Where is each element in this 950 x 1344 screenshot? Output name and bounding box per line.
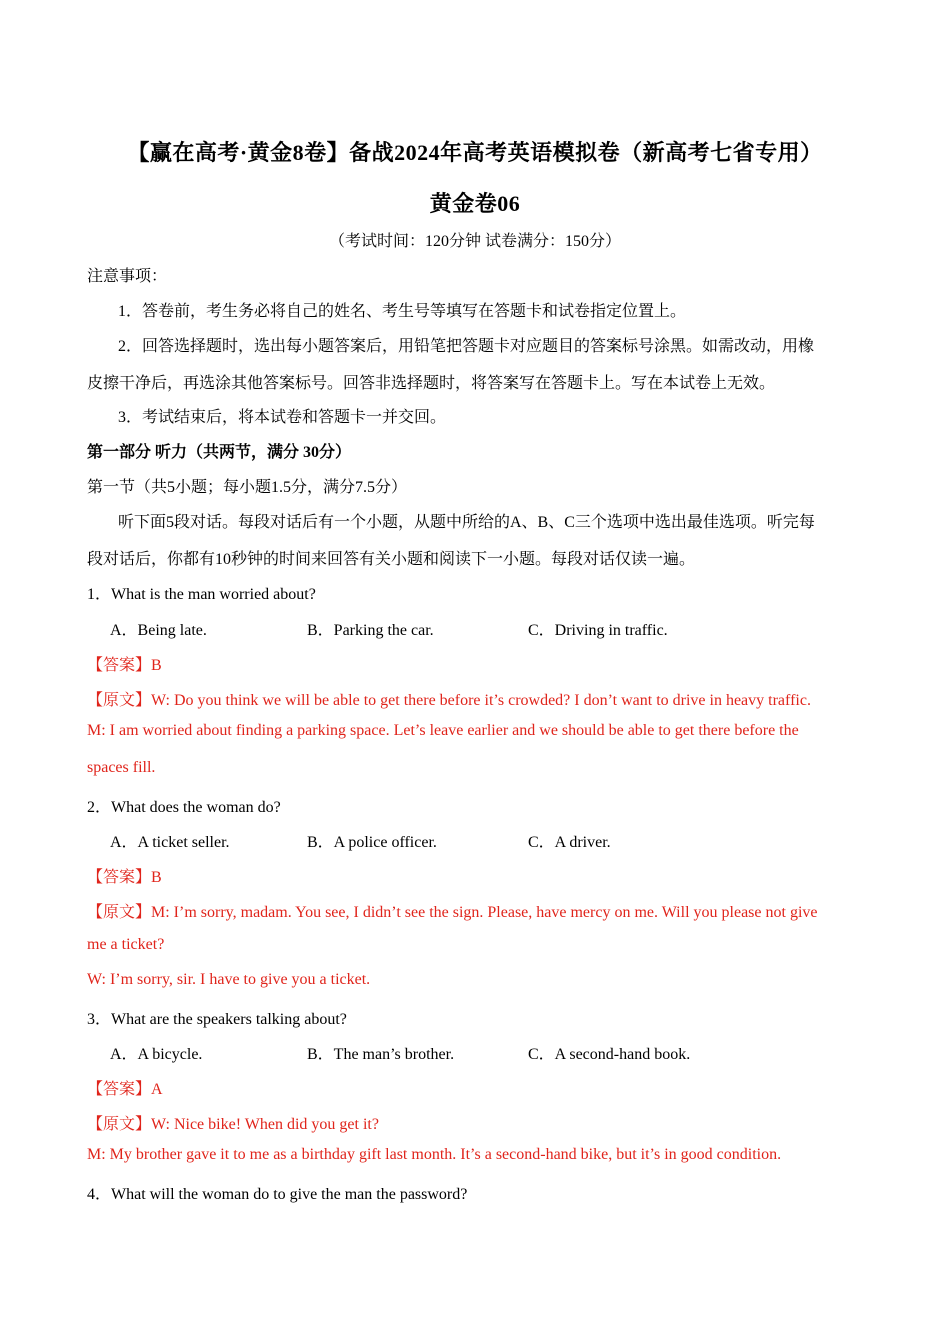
part1-heading: 第一部分 听力（共两节，满分 30分） (87, 444, 352, 461)
notice-item-2-line-1: 2．回答选择题时，选出每小题答案后，用铅笔把答题卡对应题目的答案标号涂黑。如需改动，用橡 (118, 338, 815, 355)
question-4-stem: 4．What will the woman do to give the man the password? (87, 1186, 468, 1203)
notice-item-3: 3．考试结束后，将本试卷和答题卡一并交回。 (118, 409, 447, 426)
notice-item-2-line-2: 皮擦干净后，再选涂其他答案标号。回答非选择题时，将答案写在答题卡上。写在本试卷上无效。 (87, 375, 776, 392)
question-1-script-line-1: 【原文】W: Do you think we will be able to get there before it’s crowded? I don’t want to drive in heavy traffic. (87, 692, 811, 709)
question-3-option-b: B．The man’s brother. (307, 1046, 455, 1063)
question-1-script-line-2: M: I am worried about finding a parking space. Let’s leave earlier and we should be able to get there before the (87, 722, 799, 739)
instructions-line-1: 听下面5段对话。每段对话后有一个小题，从题中所给的A、B、C三个选项中选出最佳选项。听完每 (118, 514, 815, 531)
question-1-stem: 1．What is the man worried about? (87, 586, 316, 603)
question-3-stem: 3．What are the speakers talking about? (87, 1011, 347, 1028)
question-2-option-a: A．A ticket seller. (110, 834, 230, 851)
notice-item-1: 1．答卷前，考生务必将自己的姓名、考生号等填写在答题卡和试卷指定位置上。 (118, 303, 687, 320)
question-2-option-c: C．A driver. (528, 834, 611, 851)
question-3-script-line-1: 【原文】W: Nice bike! When did you get it? (87, 1116, 379, 1133)
question-1-option-c: C．Driving in traffic. (528, 622, 668, 639)
question-2-script-line-3: W: I’m sorry, sir. I have to give you a ticket. (87, 971, 371, 988)
question-3-answer: 【答案】A (87, 1081, 163, 1098)
question-1-option-b: B．Parking the car. (307, 622, 434, 639)
instructions-line-2: 段对话后，你都有10秒钟的时间来回答有关小题和阅读下一小题。每段对话仅读一遍。 (87, 551, 696, 568)
page-title: 【赢在高考·黄金8卷】备战2024年高考英语模拟卷（新高考七省专用） (127, 140, 823, 165)
question-3-option-a: A．A bicycle. (110, 1046, 203, 1063)
paper-number: 黄金卷06 (429, 191, 521, 216)
question-2-answer: 【答案】B (87, 869, 162, 886)
question-1-option-a: A．Being late. (110, 622, 207, 639)
section1-heading: 第一节（共5小题；每小题1.5分，满分7.5分） (87, 479, 408, 496)
question-3-script-line-2: M: My brother gave it to me as a birthday gift last month. It’s a second-hand bike, but it’s in good condition. (87, 1146, 782, 1163)
question-2-stem: 2．What does the woman do? (87, 799, 281, 816)
exam-info: （考试时间：120分钟 试卷满分：150分） (328, 233, 621, 250)
question-2-script-line-1: 【原文】M: I’m sorry, madam. You see, I didn’t see the sign. Please, have mercy on me. Will you please not give (87, 904, 818, 921)
notice-heading: 注意事项： (87, 268, 168, 285)
question-2-option-b: B．A police officer. (307, 834, 437, 851)
question-2-script-line-2: me a ticket? (87, 936, 165, 953)
question-1-answer: 【答案】B (87, 657, 162, 674)
question-1-script-line-3: spaces fill. (87, 759, 156, 776)
question-3-option-c: C．A second-hand book. (528, 1046, 691, 1063)
